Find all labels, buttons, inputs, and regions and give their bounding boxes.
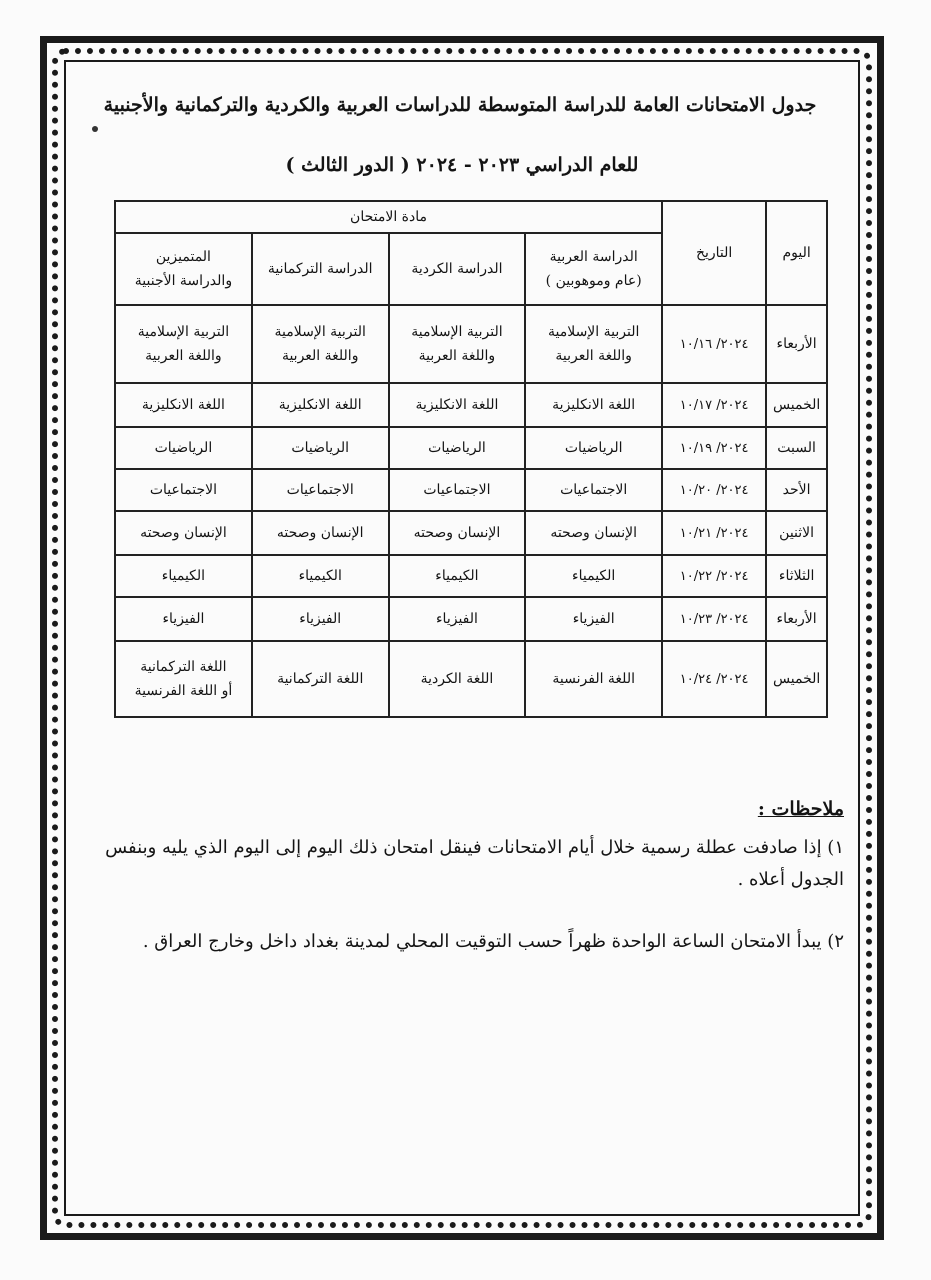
cell-kurdish-subject: اللغة الانكليزية bbox=[389, 383, 526, 427]
cell-arabic-subject: الاجتماعيات bbox=[525, 469, 662, 511]
table-row bbox=[115, 597, 827, 641]
cell-day: الأربعاء bbox=[766, 305, 827, 383]
cell-arabic-subject: الفيزياء bbox=[525, 597, 662, 641]
table-row bbox=[115, 511, 827, 555]
table-row bbox=[115, 383, 827, 427]
cell-day: الأربعاء bbox=[766, 597, 827, 641]
cell-gifted-subject: الاجتماعيات bbox=[115, 469, 252, 511]
document-subtitle: للعام الدراسي ٢٠٢٣ - ٢٠٢٤ ( الدور الثالث ) bbox=[285, 154, 639, 176]
cell-kurdish-subject: الرياضيات bbox=[389, 427, 526, 469]
cell-gifted-subject: الكيمياء bbox=[115, 555, 252, 597]
table-row bbox=[115, 305, 827, 383]
cell-turkmen-subject: الرياضيات bbox=[252, 427, 389, 469]
cell-arabic-subject: الكيمياء bbox=[525, 555, 662, 597]
cell-date: ٢٠٢٤/ ١٠/٢٣ bbox=[662, 597, 766, 641]
cell-gifted-subject: الإنسان وصحته bbox=[115, 511, 252, 555]
cell-day: الاثنين bbox=[766, 511, 827, 555]
cell-kurdish-subject: التربية الإسلامية واللغة العربية bbox=[389, 305, 526, 383]
table-row bbox=[115, 555, 827, 597]
cell-day: الخميس bbox=[766, 383, 827, 427]
exam-schedule-table bbox=[114, 200, 828, 718]
cell-date: ٢٠٢٤/ ١٠/١٧ bbox=[662, 383, 766, 427]
cell-gifted-subject: اللغة الانكليزية bbox=[115, 383, 252, 427]
cell-gifted-subject: اللغة التركمانية أو اللغة الفرنسية bbox=[115, 641, 252, 717]
cell-turkmen-subject: اللغة التركمانية bbox=[252, 641, 389, 717]
cell-date: ٢٠٢٤/ ١٠/٢٠ bbox=[662, 469, 766, 511]
document-title: جدول الامتحانات العامة للدراسة المتوسطة للدراسات العربية والكردية والتركمانية والأجنبية bbox=[103, 94, 817, 116]
note-item: ١) إذا صادفت عطلة رسمية خلال أيام الامتحانات فينقل امتحان ذلك اليوم إلى اليوم الذي يليه وبنفس الجدول أعلاه . bbox=[105, 837, 844, 890]
cell-day: الخميس bbox=[766, 641, 827, 717]
cell-turkmen-subject: الفيزياء bbox=[252, 597, 389, 641]
cell-day: الثلاثاء bbox=[766, 555, 827, 597]
cell-date: ٢٠٢٤/ ١٠/١٩ bbox=[662, 427, 766, 469]
cell-arabic-subject: اللغة الفرنسية bbox=[525, 641, 662, 717]
cell-arabic-subject: اللغة الانكليزية bbox=[525, 383, 662, 427]
cell-kurdish-subject: اللغة الكردية bbox=[389, 641, 526, 717]
cell-date: ٢٠٢٤/ ١٠/٢٤ bbox=[662, 641, 766, 717]
header-gifted-foreign-study: المتميزين والدراسة الأجنبية bbox=[115, 233, 252, 305]
note-item: ٢) يبدأ الامتحان الساعة الواحدة ظهراً حسب التوقيت المحلي لمدينة بغداد داخل وخارج العراق . bbox=[142, 931, 844, 952]
cell-gifted-subject: الرياضيات bbox=[115, 427, 252, 469]
cell-arabic-subject: التربية الإسلامية واللغة العربية bbox=[525, 305, 662, 383]
cell-date: ٢٠٢٤/ ١٠/١٦ bbox=[662, 305, 766, 383]
header-day: اليوم bbox=[766, 201, 827, 305]
document-body bbox=[64, 60, 860, 1216]
cell-arabic-subject: الإنسان وصحته bbox=[525, 511, 662, 555]
cell-kurdish-subject: الكيمياء bbox=[389, 555, 526, 597]
cell-day: الأحد bbox=[766, 469, 827, 511]
cell-turkmen-subject: التربية الإسلامية واللغة العربية bbox=[252, 305, 389, 383]
header-arabic-study: الدراسة العربية (عام وموهوبين ) bbox=[525, 233, 662, 305]
cell-turkmen-subject: الإنسان وصحته bbox=[252, 511, 389, 555]
cell-date: ٢٠٢٤/ ١٠/٢١ bbox=[662, 511, 766, 555]
header-turkmen-study: الدراسة التركمانية bbox=[252, 233, 389, 305]
table-row bbox=[115, 427, 827, 469]
table-row bbox=[115, 469, 827, 511]
cell-day: السبت bbox=[766, 427, 827, 469]
cell-gifted-subject: التربية الإسلامية واللغة العربية bbox=[115, 305, 252, 383]
cell-gifted-subject: الفيزياء bbox=[115, 597, 252, 641]
header-date: التاريخ bbox=[662, 201, 766, 305]
table-row bbox=[115, 641, 827, 717]
cell-kurdish-subject: الإنسان وصحته bbox=[389, 511, 526, 555]
cell-turkmen-subject: الكيمياء bbox=[252, 555, 389, 597]
notes-heading: ملاحظات : bbox=[757, 798, 844, 820]
cell-date: ٢٠٢٤/ ١٠/٢٢ bbox=[662, 555, 766, 597]
cell-kurdish-subject: الاجتماعيات bbox=[389, 469, 526, 511]
cell-turkmen-subject: الاجتماعيات bbox=[252, 469, 389, 511]
cell-arabic-subject: الرياضيات bbox=[525, 427, 662, 469]
header-subject: مادة الامتحان bbox=[115, 201, 662, 233]
cell-kurdish-subject: الفيزياء bbox=[389, 597, 526, 641]
header-kurdish-study: الدراسة الكردية bbox=[389, 233, 526, 305]
cell-turkmen-subject: اللغة الانكليزية bbox=[252, 383, 389, 427]
